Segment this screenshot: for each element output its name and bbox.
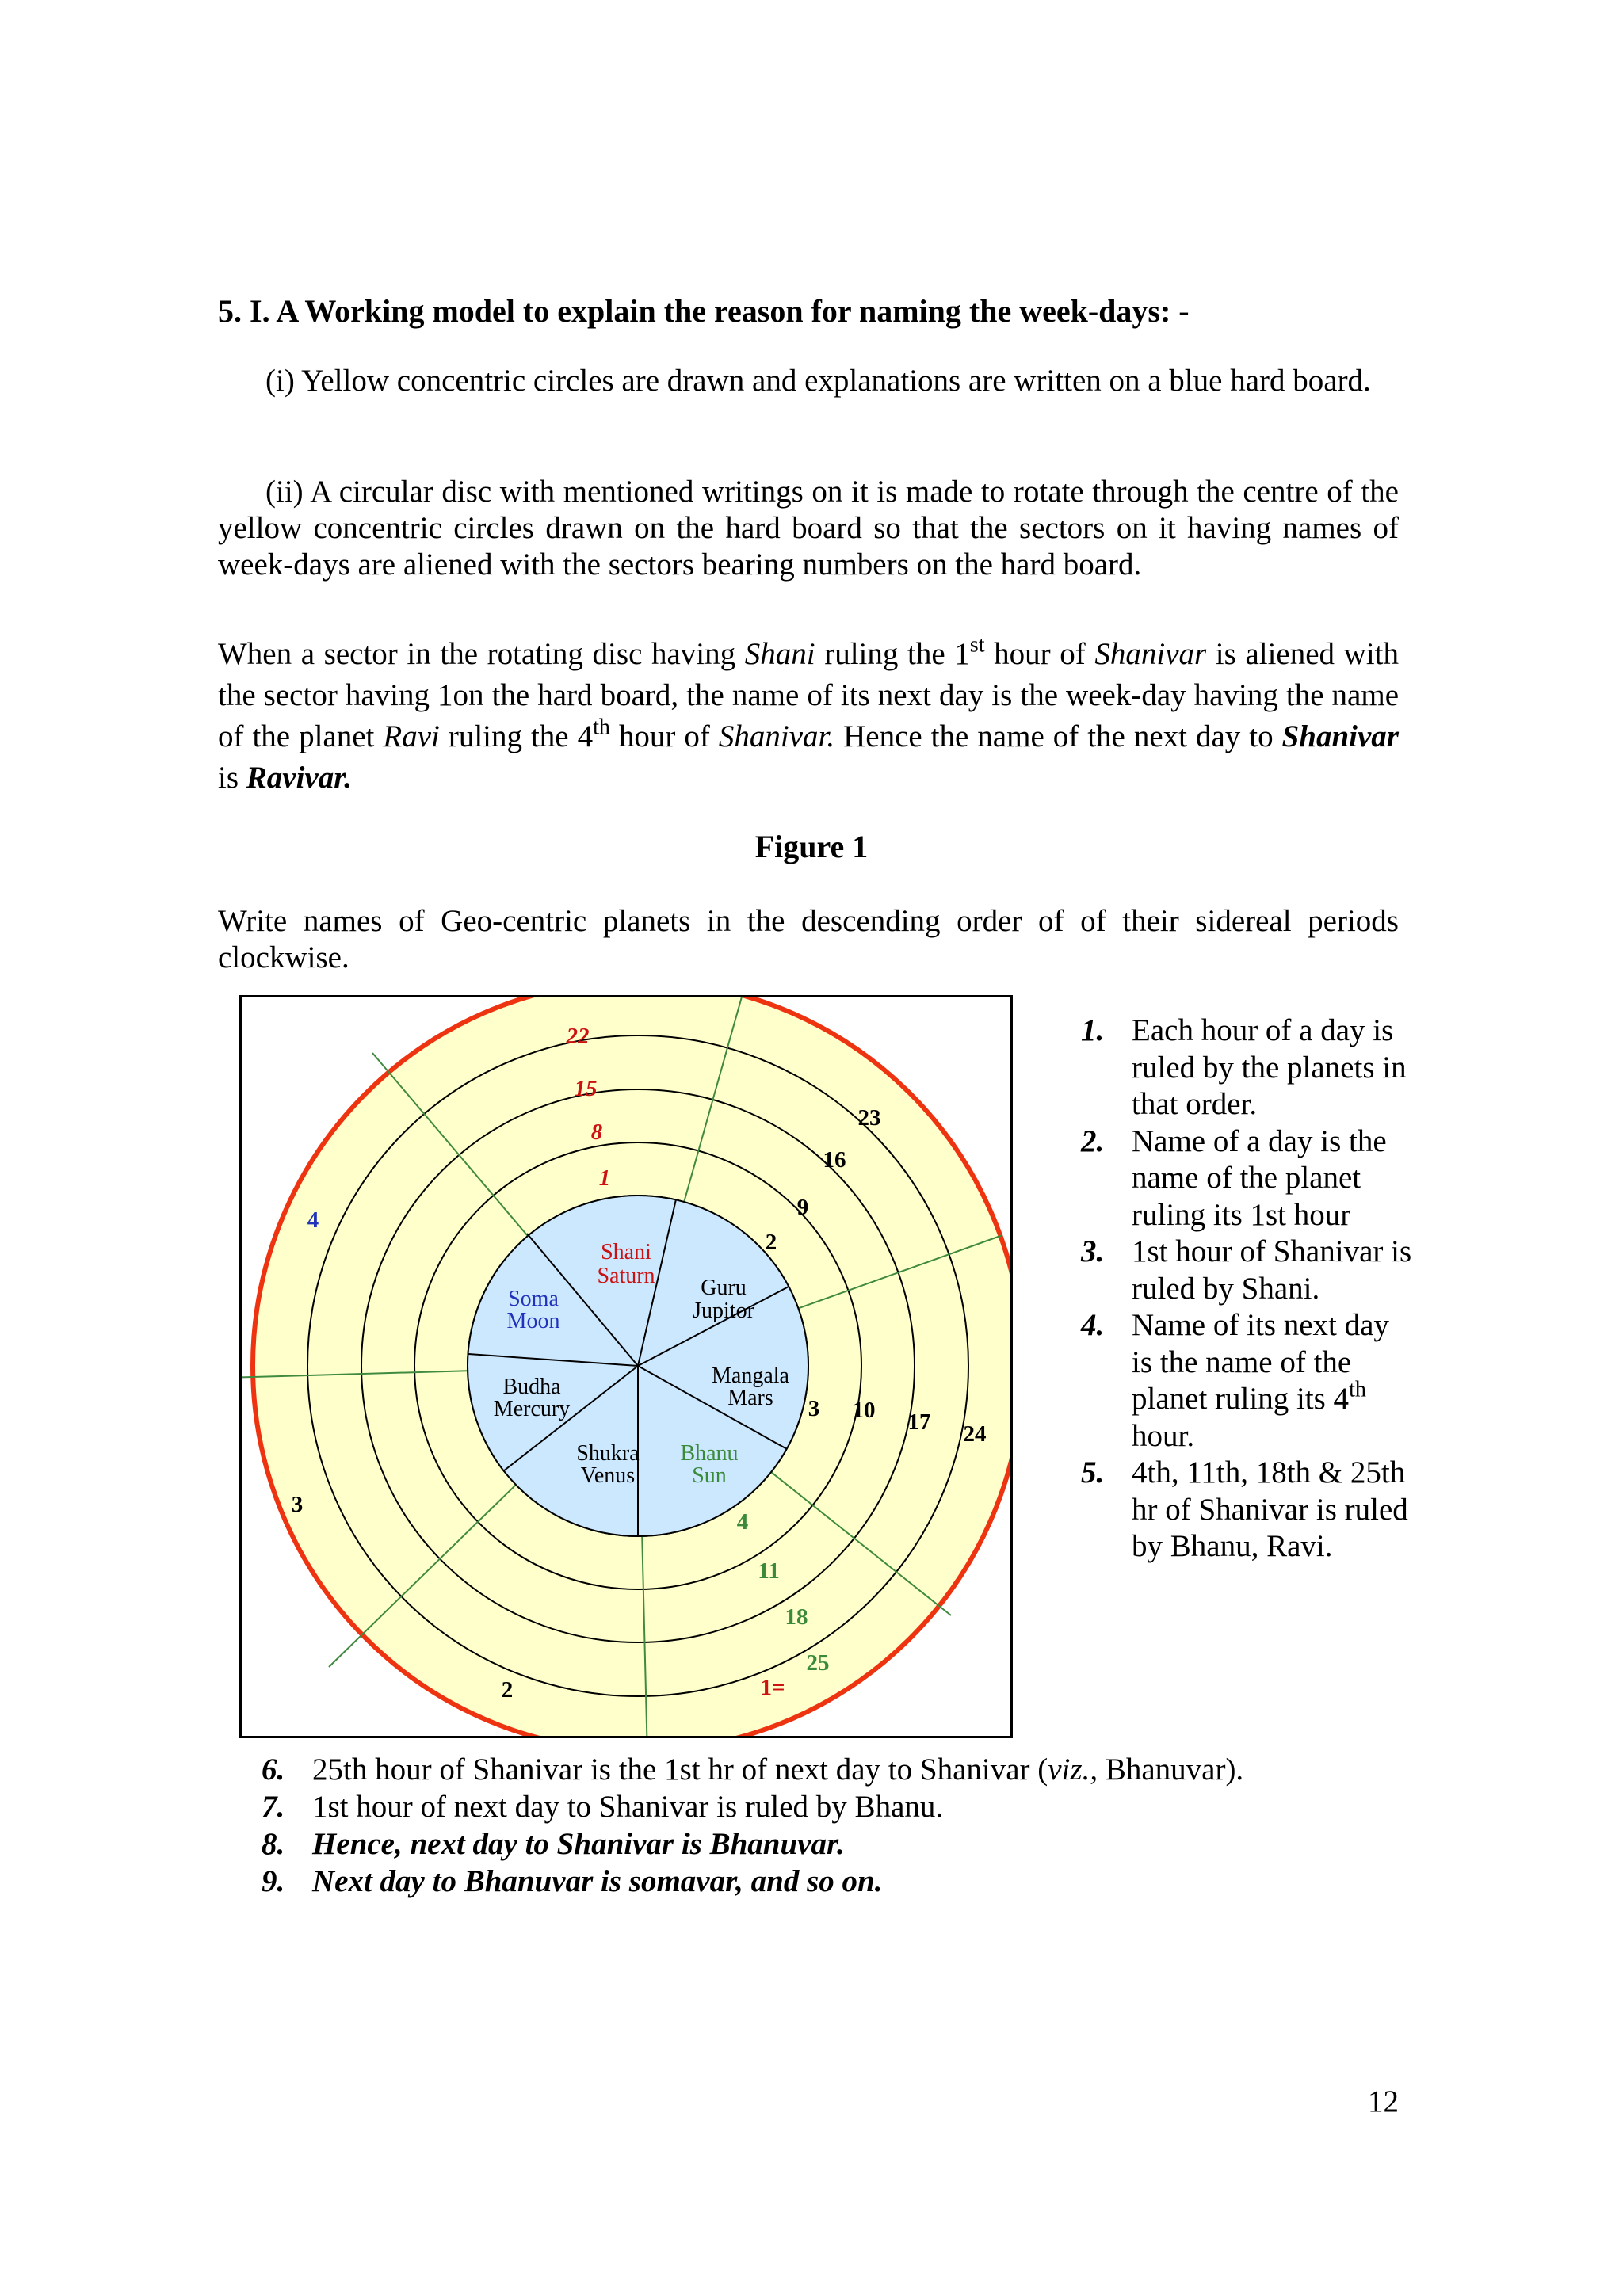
paragraph-2-text: (ii) A circular disc with mentioned writings on it is made to rotate through the centre of the yellow concentric circles drawn on the hard board so that the sectors on it having names of week-days are aliened with the sectors bearing numbers on the hard board. bbox=[218, 475, 1399, 582]
side-numbered-list bbox=[1081, 1013, 1414, 1566]
bottom-list-text-6b: Bhanuvar). bbox=[1098, 1753, 1244, 1787]
label-venus: Venus bbox=[580, 1463, 636, 1488]
hour-22: 22 bbox=[566, 1024, 590, 1049]
paragraph-2 bbox=[218, 474, 1399, 583]
side-list-item-3 bbox=[1081, 1234, 1414, 1307]
figure-title: Figure 1 bbox=[754, 829, 869, 864]
side-list-item-4 bbox=[1081, 1307, 1414, 1455]
label-budha: Budha bbox=[502, 1375, 561, 1399]
hour-2-bottom: 2 bbox=[501, 1677, 514, 1703]
side-list-number-4: 4. bbox=[1081, 1308, 1105, 1342]
bottom-list-item-7 bbox=[262, 1788, 1411, 1825]
planet-wheel-diagram bbox=[239, 995, 1013, 1738]
p3-text-8: is bbox=[218, 761, 246, 795]
side-list-text-4b: hour. bbox=[1132, 1418, 1195, 1453]
p3-text-7: Hence the name of the next day to bbox=[834, 719, 1282, 753]
bottom-list-number-6: 6. bbox=[262, 1753, 285, 1787]
bottom-list-viz: viz., bbox=[1048, 1753, 1098, 1787]
bottom-list-text-7: 1st hour of next day to Shanivar is ruled by Bhanu. bbox=[312, 1790, 944, 1824]
label-mars: Mars bbox=[727, 1386, 773, 1410]
p3-text-2: ruling the 1 bbox=[815, 637, 970, 671]
bottom-list-item-8 bbox=[262, 1825, 1411, 1863]
bottom-list-text-9: Next day to Bhanuvar is somavar, and so on. bbox=[312, 1864, 883, 1898]
p3-ravivar: Ravivar. bbox=[246, 761, 353, 795]
bottom-list-text-6a: 25th hour of Shanivar is the 1st hr of next day to Shanivar ( bbox=[312, 1753, 1048, 1787]
hour-10: 10 bbox=[852, 1398, 876, 1423]
side-list-number-2: 2. bbox=[1081, 1123, 1105, 1158]
label-moon: Moon bbox=[506, 1309, 560, 1333]
hour-3-left: 3 bbox=[291, 1492, 304, 1517]
bottom-list-number-9: 9. bbox=[262, 1864, 285, 1898]
side-list-text-5: 4th, 11th, 18th & 25th hr of Shanivar is ruled by Bhanu, Ravi. bbox=[1132, 1455, 1408, 1563]
page-number: 12 bbox=[1368, 2084, 1399, 2119]
hour-25: 25 bbox=[806, 1650, 830, 1676]
bottom-list-number-7: 7. bbox=[262, 1790, 285, 1824]
side-list-item-5 bbox=[1081, 1455, 1414, 1566]
side-list-number-1: 1. bbox=[1081, 1013, 1105, 1047]
hour-11: 11 bbox=[758, 1558, 780, 1584]
paragraph-3 bbox=[218, 634, 1399, 799]
bottom-numbered-list bbox=[262, 1751, 1411, 1900]
hour-17: 17 bbox=[907, 1409, 931, 1435]
hour-16: 16 bbox=[823, 1147, 846, 1173]
hour-1: 1 bbox=[598, 1165, 611, 1191]
p3-sup-1: st bbox=[969, 632, 985, 658]
bottom-list-item-9 bbox=[262, 1863, 1411, 1900]
label-saturn: Saturn bbox=[597, 1264, 655, 1288]
hour-4-green: 4 bbox=[736, 1509, 749, 1535]
label-bhanu: Bhanu bbox=[680, 1441, 739, 1466]
hour-3-right: 3 bbox=[808, 1396, 820, 1421]
side-list-number-5: 5. bbox=[1081, 1455, 1105, 1489]
label-guru: Guru bbox=[701, 1276, 747, 1300]
bottom-list-text-8: Hence, next day to Shanivar is Bhanuvar. bbox=[312, 1827, 845, 1861]
p3-text-5: ruling the 4 bbox=[439, 719, 594, 753]
hour-24: 24 bbox=[963, 1421, 987, 1447]
section-heading: 5. I. A Working model to explain the reason for naming the week-days: - bbox=[218, 293, 1190, 329]
planet-wheel-svg bbox=[242, 997, 1010, 1736]
label-shani: Shani bbox=[601, 1240, 651, 1264]
label-mercury: Mercury bbox=[493, 1397, 571, 1421]
paragraph-1 bbox=[218, 363, 1399, 399]
side-list-text-4a: Name of its next day is the name of the planet ruling its 4 bbox=[1132, 1308, 1389, 1416]
p3-sup-2: th bbox=[593, 715, 610, 740]
p3-ravi: Ravi bbox=[383, 719, 440, 753]
bottom-list-number-8: 8. bbox=[262, 1827, 285, 1861]
side-list-item-2 bbox=[1081, 1123, 1414, 1234]
side-list-number-3: 3. bbox=[1081, 1234, 1105, 1268]
side-list-text-2: Name of a day is the name of the planet ruling its 1st hour bbox=[1132, 1123, 1387, 1232]
p3-shanivar-3: Shanivar bbox=[1281, 719, 1399, 753]
hour-15: 15 bbox=[574, 1076, 598, 1101]
paragraph-1-text: (i) Yellow concentric circles are drawn and explanations are written on a blue hard board. bbox=[265, 364, 1371, 398]
p3-text-1: When a sector in the rotating disc having bbox=[218, 637, 745, 671]
p3-text-6: hour of bbox=[609, 719, 719, 753]
hour-8: 8 bbox=[590, 1119, 603, 1145]
hour-2-top: 2 bbox=[765, 1230, 777, 1255]
label-mangala: Mangala bbox=[712, 1363, 789, 1388]
label-shukra: Shukra bbox=[576, 1441, 640, 1466]
side-list-item-1 bbox=[1081, 1013, 1414, 1123]
label-soma: Soma bbox=[508, 1287, 559, 1311]
hour-1-equal: 1= bbox=[760, 1675, 785, 1700]
side-list-text-1: Each hour of a day is ruled by the planets in that order. bbox=[1132, 1013, 1407, 1121]
hour-18: 18 bbox=[785, 1604, 808, 1630]
instruction-text: Write names of Geo-centric planets in the descending order of of their sidereal periods clockwise. bbox=[218, 904, 1399, 974]
p3-text-3: hour of bbox=[984, 637, 1095, 671]
hour-9: 9 bbox=[796, 1195, 809, 1220]
hour-23: 23 bbox=[857, 1105, 881, 1131]
side-list-text-3: 1st hour of Shanivar is ruled by Shani. bbox=[1132, 1234, 1412, 1306]
p3-shanivar-2: Shanivar. bbox=[718, 719, 835, 753]
p3-text-4: is aliened with the sector having 1on the hard board, the name of its next day is the week-day having the name of the planet bbox=[218, 637, 1399, 753]
p3-shanivar: Shanivar bbox=[1094, 637, 1207, 671]
hour-4-blue: 4 bbox=[307, 1207, 319, 1233]
bottom-list-item-6 bbox=[262, 1751, 1411, 1788]
p3-shani: Shani bbox=[744, 637, 815, 671]
side-list-sup-4: th bbox=[1349, 1377, 1366, 1402]
label-jupitor: Jupitor bbox=[693, 1299, 754, 1323]
label-sun: Sun bbox=[692, 1463, 727, 1488]
